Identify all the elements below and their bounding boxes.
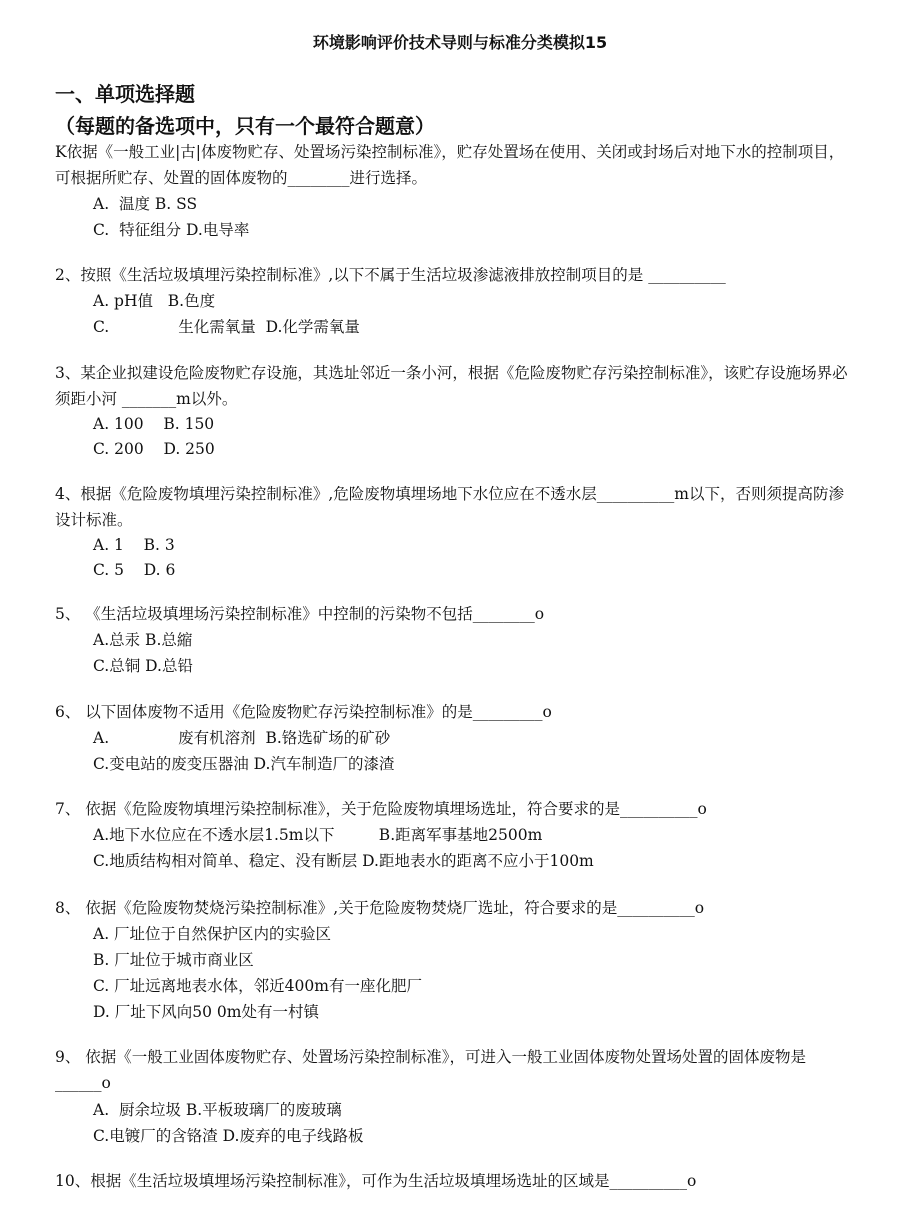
question-4: 4、根据《危险废物填埋污染控制标准》,危险废物填埋场地下水位应在不透水层__________m以下，否则须提高防渗设计标准。 xyxy=(55,485,844,529)
question-6-option-line: A. 废有机溶剂 B.铬选矿场的矿砂 xyxy=(93,729,391,747)
question-7: 7、 依据《危险废物填埋污染控制标准》，关于危险废物填埋场选址，符合要求的是__________o xyxy=(55,800,707,818)
question-9: 9、 依据《一般工业固体废物贮存、处置场污染控制标准》，可进入一般工业固体废物处置场处置的固体废物是 ______o xyxy=(55,1048,807,1092)
question-5-option-line: A.总汞 B.总縮 xyxy=(93,631,193,649)
question-4-option-line: C. 5 D. 6 xyxy=(93,561,176,579)
question-1-option-line: C. 特征组分 D.电导率 xyxy=(93,221,250,239)
document-title: 环境影响评价技术导则与标准分类模拟15 xyxy=(312,33,608,52)
question-8-option-line: A. 厂址位于自然保护区内的实验区 xyxy=(93,925,332,943)
question-6-option-line: C.变电站的废变压器油 D.汽车制造厂的漆渣 xyxy=(93,755,395,773)
question-2: 2、按照《生活垃圾填埋污染控制标准》,以下不属于生活垃圾渗滤液排放控制项目的是 __________ xyxy=(55,266,726,284)
question-8-option-line: C. 厂址远离地表水体，邻近400m有一座化肥厂 xyxy=(93,977,422,995)
question-2-option-line: C. 生化需氧量 D.化学需氧量 xyxy=(93,318,360,336)
question-4-option-line: A. 1 B. 3 xyxy=(93,536,175,554)
question-5-option-line: C.总铜 D.总铅 xyxy=(93,657,193,675)
question-7-option-line: C.地质结构相对简单、稳定、没有断层 D.距地表水的距离不应小于100m xyxy=(93,852,594,870)
question-3: 3、某企业拟建设危险废物贮存设施，其选址邻近一条小河，根据《危险废物贮存污染控制标准》，该贮存设施场界必须距小河 _______m以外。 xyxy=(55,364,848,408)
question-9-option-line: A. 厨余垃圾 B.平板玻璃厂的废玻璃 xyxy=(93,1101,342,1119)
question-2-option-line: A. pH值 B.色度 xyxy=(93,292,216,310)
question-10: 10、根据《生活垃圾填埋场污染控制标准》，可作为生活垃圾填埋场选址的区域是__________o xyxy=(55,1172,697,1190)
question-9-option-line: C.电镀厂的含铬渣 D.废弃的电子线路板 xyxy=(93,1127,364,1145)
question-7-option-line: A.地下水位应在不透水层1.5m以下 B.距离军事基地2500m xyxy=(93,826,543,844)
question-8-option-line: D. 厂址下风向50 0m处有一村镇 xyxy=(93,1003,319,1021)
question-1-option-line: A. 温度 B. SS xyxy=(93,195,198,213)
question-8: 8、 依据《危险废物焚烧污染控制标准》,关于危险废物焚烧厂选址，符合要求的是__________o xyxy=(55,899,705,917)
question-5: 5、 《生活垃圾填埋场污染控制标准》中控制的污染物不包括________o xyxy=(55,605,545,623)
question-8-option-line: B. 厂址位于城市商业区 xyxy=(93,951,254,969)
question-6: 6、 以下固体废物不适用《危险废物贮存污染控制标准》的是_________o xyxy=(55,703,552,721)
question-3-option-line: A. 100 B. 150 xyxy=(93,415,215,433)
question-1: K依据《一般工业|古|体废物贮存、处置场污染控制标准》，贮存处置场在使用、关闭或封场后对地下水的控制项目，可根据所贮存、处置的固体废物的________进行选择。 xyxy=(55,143,845,187)
section-note: （每题的备选项中，只有一个最符合题意） xyxy=(55,114,435,138)
question-3-option-line: C. 200 D. 250 xyxy=(93,440,215,458)
section-heading: 一、单项选择题 xyxy=(55,82,195,106)
